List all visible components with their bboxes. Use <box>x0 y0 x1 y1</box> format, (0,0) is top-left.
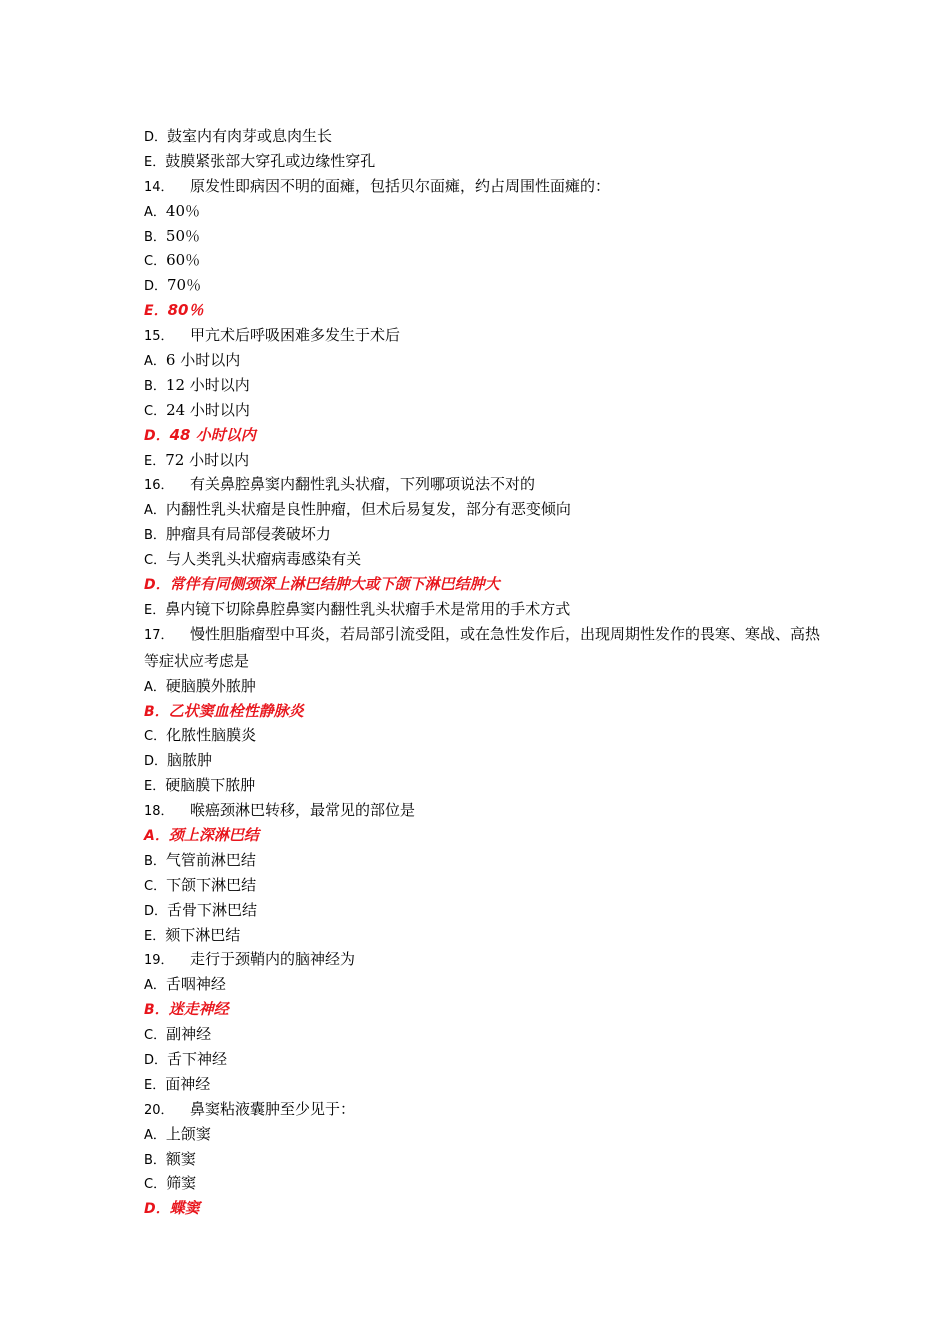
item-text: 迷走神经 <box>168 1000 229 1019</box>
option <box>144 248 834 273</box>
item-text: 24 小时以内 <box>166 400 250 419</box>
item-label: B． <box>144 528 166 544</box>
question-stem <box>144 323 834 348</box>
question-stem <box>144 1097 834 1122</box>
option <box>144 1047 834 1072</box>
item-text: 颈上深淋巴结 <box>168 825 259 844</box>
item-text: 肿瘤具有局部侵袭破坏力 <box>165 525 331 544</box>
item-text: 面神经 <box>165 1074 211 1093</box>
item-label: 20． <box>144 1102 174 1118</box>
option <box>144 1022 834 1047</box>
item-label: 17． <box>144 627 174 643</box>
option <box>144 149 834 174</box>
item-text: 原发性即病因不明的面瘫，包括贝尔面瘫，约占周围性面瘫的： <box>190 176 611 195</box>
item-text: 走行于颈鞘内的脑神经为 <box>190 950 356 969</box>
item-label: C． <box>144 878 167 894</box>
item-label: E． <box>144 928 166 944</box>
item-text: 50％ <box>165 226 201 245</box>
item-label: E． <box>144 154 166 170</box>
option <box>144 448 834 473</box>
option <box>144 597 834 622</box>
option <box>144 1147 834 1172</box>
item-label: C． <box>144 553 167 569</box>
item-label: E． <box>144 602 166 618</box>
item-label: C． <box>144 403 167 419</box>
item-label: B． <box>144 703 169 720</box>
item-text: 内翻性乳头状瘤是良性肿瘤，但术后易复发，部分有恶变倾向 <box>165 500 571 519</box>
answer-option <box>144 298 834 323</box>
option <box>144 124 834 149</box>
option <box>144 873 834 898</box>
item-text: 额窦 <box>165 1149 196 1168</box>
item-label: D． <box>144 130 168 145</box>
item-text: 颏下淋巴结 <box>165 925 241 944</box>
item-text: 舌骨下淋巴结 <box>167 900 258 919</box>
option <box>144 972 834 997</box>
option <box>144 373 834 398</box>
answer-option <box>144 997 834 1022</box>
option <box>144 723 834 748</box>
item-label: E． <box>144 1077 166 1093</box>
answer-option <box>144 572 834 597</box>
answer-option <box>144 699 834 724</box>
option <box>144 199 834 224</box>
item-text: 60％ <box>166 251 201 270</box>
item-label: E． <box>144 453 166 469</box>
item-text: 鼻窦粘液囊肿至少见于： <box>190 1099 356 1118</box>
item-label: A． <box>144 1127 166 1143</box>
item-text: 硬脑膜下脓肿 <box>165 776 256 795</box>
item-text: 鼻内镜下切除鼻腔鼻窦内翻性乳头状瘤手术是常用的手术方式 <box>165 599 571 618</box>
item-label: 18． <box>144 804 174 820</box>
item-text: 6 小时以内 <box>165 351 241 370</box>
option <box>144 273 834 298</box>
item-label: C． <box>144 254 167 270</box>
option <box>144 522 834 547</box>
item-text: 鼓膜紧张部大穿孔或边缘性穿孔 <box>165 151 376 170</box>
item-label: D． <box>144 1052 168 1068</box>
item-label: A． <box>144 679 166 695</box>
question-stem <box>144 472 834 497</box>
item-label: A． <box>144 204 166 220</box>
item-text: 硬脑膜外脓肿 <box>165 676 256 695</box>
item-text: 48 小时以内 <box>169 425 256 444</box>
item-text: 气管前淋巴结 <box>165 850 256 869</box>
item-text: 甲亢术后呼吸困难多发生于术后 <box>190 326 401 345</box>
item-label: 16． <box>144 478 174 494</box>
option <box>144 224 834 249</box>
item-text: 乙状窦血栓性静脉炎 <box>168 701 304 720</box>
item-label: D． <box>144 427 170 444</box>
option <box>144 348 834 373</box>
item-label: E． <box>144 303 168 320</box>
item-text: 副神经 <box>166 1025 212 1044</box>
item-text: 脑脓肿 <box>167 751 213 770</box>
item-label: A． <box>144 354 166 370</box>
item-label: B． <box>144 378 166 394</box>
item-text: 蝶窦 <box>169 1199 200 1218</box>
item-text: 常伴有同侧颈深上淋巴结肿大或下颌下淋巴结肿大 <box>169 575 500 594</box>
item-text: 上颌窦 <box>165 1124 211 1143</box>
item-label: B． <box>144 229 166 245</box>
option <box>144 923 834 948</box>
question-list <box>144 124 834 1221</box>
option <box>144 1122 834 1147</box>
item-label: C． <box>144 729 167 745</box>
item-text: 72 小时以内 <box>165 450 250 469</box>
question-stem <box>144 622 834 674</box>
answer-option <box>144 823 834 848</box>
item-label: C． <box>144 1028 167 1044</box>
item-text: 化脓性脑膜炎 <box>166 726 257 745</box>
item-label: D． <box>144 1201 170 1218</box>
item-label: A． <box>144 827 169 844</box>
item-label: E． <box>144 779 166 795</box>
answer-option <box>144 423 834 448</box>
item-label: B． <box>144 853 166 869</box>
item-text: 80％ <box>167 301 204 320</box>
option <box>144 773 834 798</box>
item-label: 14． <box>144 179 174 195</box>
option <box>144 497 834 522</box>
option <box>144 547 834 572</box>
item-label: A． <box>144 978 166 994</box>
answer-option <box>144 1196 834 1221</box>
option <box>144 398 834 423</box>
item-text: 70％ <box>167 276 202 295</box>
item-label: D． <box>144 279 168 295</box>
item-label: 19． <box>144 953 174 969</box>
option <box>144 898 834 923</box>
option <box>144 1072 834 1097</box>
item-text: 下颌下淋巴结 <box>166 875 257 894</box>
item-label: B． <box>144 1002 169 1019</box>
item-text: 喉癌颈淋巴转移，最常见的部位是 <box>190 801 416 820</box>
question-stem <box>144 174 834 199</box>
item-text: 12 小时以内 <box>165 375 250 394</box>
item-label: D． <box>144 577 170 594</box>
option <box>144 848 834 873</box>
item-label: 15． <box>144 329 174 345</box>
option <box>144 674 834 699</box>
option <box>144 748 834 773</box>
question-stem <box>144 947 834 972</box>
item-text: 鼓室内有肉芽或息肉生长 <box>167 127 333 145</box>
item-text: 有关鼻腔鼻窦内翻性乳头状瘤，下列哪项说法不对的 <box>190 475 536 494</box>
item-label: C． <box>144 1177 167 1193</box>
item-label: A． <box>144 503 166 519</box>
question-stem <box>144 798 834 823</box>
option <box>144 1171 834 1196</box>
item-text: 慢性胆脂瘤型中耳炎，若局部引流受阻，或在急性发作后，出现周期性发作的畏寒、寒战、高热等症状应考虑是 <box>144 624 821 670</box>
item-label: D． <box>144 754 168 770</box>
item-text: 与人类乳头状瘤病毒感染有关 <box>166 550 362 569</box>
item-label: D． <box>144 903 168 919</box>
item-label: B． <box>144 1152 166 1168</box>
item-text: 40％ <box>165 201 200 220</box>
item-text: 舌下神经 <box>167 1049 228 1068</box>
item-text: 舌咽神经 <box>165 975 226 994</box>
item-text: 筛窦 <box>166 1174 197 1193</box>
